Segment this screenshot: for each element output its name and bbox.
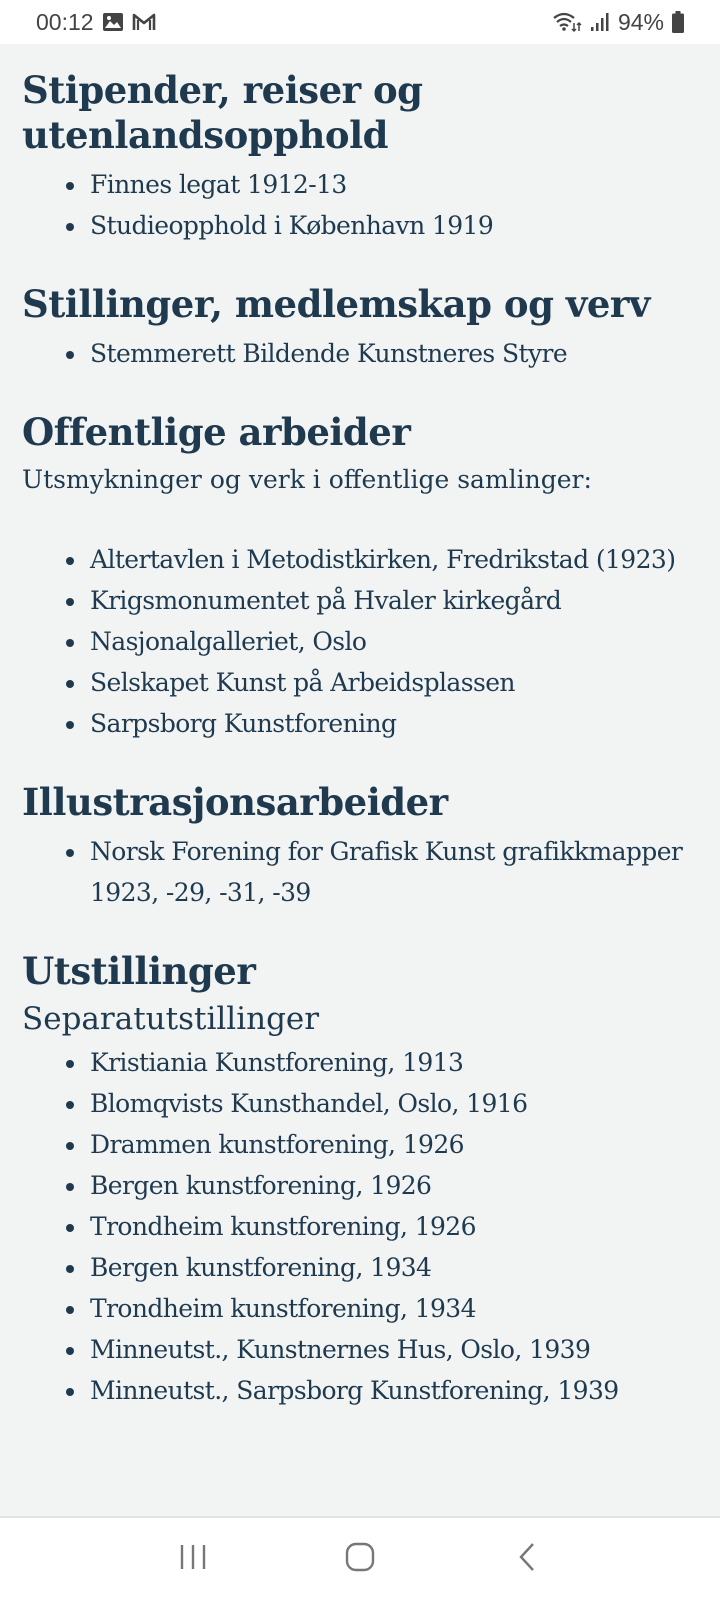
- list-item: Trondheim kunstforening, 1934: [66, 1288, 698, 1329]
- list-item: Altertavlen i Metodistkirken, Fredrikstad (1923): [66, 539, 698, 580]
- home-button[interactable]: [330, 1529, 390, 1589]
- list-item: Norsk Forening for Grafisk Kunst grafikkmapper 1923, -29, -31, -39: [66, 831, 698, 913]
- section-subheading: Separatutstillinger: [22, 1001, 320, 1037]
- list-item: Stemmerett Bildende Kunstneres Styre: [66, 333, 698, 374]
- item-list: [22, 164, 698, 246]
- list-item: Nasjonalgalleriet, Oslo: [66, 621, 698, 662]
- list-item: Blomqvists Kunsthandel, Oslo, 1916: [66, 1083, 698, 1124]
- list-item: Krigsmonumentet på Hvaler kirkegård: [66, 580, 698, 621]
- item-list: [22, 1042, 698, 1411]
- section-heading: Offentlige arbeider: [22, 410, 411, 454]
- status-bar-right: [552, 9, 684, 36]
- section-stillinger: [22, 282, 698, 374]
- system-nav-bar: [0, 1516, 720, 1600]
- list-item: Drammen kunstforening, 1926: [66, 1124, 698, 1165]
- item-list: [22, 333, 698, 374]
- section-heading: Stipender, reiser og utenlandsopphold: [22, 68, 423, 157]
- list-item: Trondheim kunstforening, 1926: [66, 1206, 698, 1247]
- recent-apps-button[interactable]: [163, 1529, 223, 1589]
- list-item: Minneutst., Kunstnernes Hus, Oslo, 1939: [66, 1329, 698, 1370]
- battery-icon: [672, 11, 684, 33]
- status-bar: [0, 0, 720, 44]
- gmail-icon: [132, 12, 156, 32]
- section-utstillinger: [22, 949, 698, 1411]
- section-offentlige-arbeider: [22, 410, 698, 744]
- item-list: [22, 539, 698, 744]
- section-lead: Utsmykninger og verk i offentlige samlinger:: [22, 465, 592, 494]
- item-list: [22, 831, 698, 913]
- list-item: Kristiania Kunstforening, 1913: [66, 1042, 698, 1083]
- list-item: Finnes legat 1912-13: [66, 164, 698, 205]
- section-heading: Utstillinger: [22, 949, 256, 993]
- section-heading: Illustrasjonsarbeider: [22, 780, 448, 824]
- signal-icon: [590, 12, 610, 32]
- list-item: Bergen kunstforening, 1934: [66, 1247, 698, 1288]
- list-item: Bergen kunstforening, 1926: [66, 1165, 698, 1206]
- section-heading: Stillinger, medlemskap og verv: [22, 282, 650, 326]
- list-item: Selskapet Kunst på Arbeidsplassen: [66, 662, 698, 703]
- wifi-icon: [552, 11, 582, 33]
- status-bar-left: [36, 9, 156, 36]
- back-icon: [517, 1542, 537, 1576]
- back-button[interactable]: [497, 1529, 557, 1589]
- clock: 00:12: [36, 8, 94, 35]
- section-stipender: [22, 68, 698, 246]
- battery-percent: 94%: [617, 8, 664, 35]
- recent-apps-icon: [178, 1543, 208, 1575]
- list-item: Minneutst., Sarpsborg Kunstforening, 1939: [66, 1370, 698, 1411]
- article-content: [0, 44, 720, 1516]
- gallery-icon: [102, 12, 124, 32]
- section-illustrasjonsarbeider: [22, 780, 698, 913]
- home-icon: [345, 1542, 375, 1576]
- list-item: Studieopphold i København 1919: [66, 205, 698, 246]
- list-item: Sarpsborg Kunstforening: [66, 703, 698, 744]
